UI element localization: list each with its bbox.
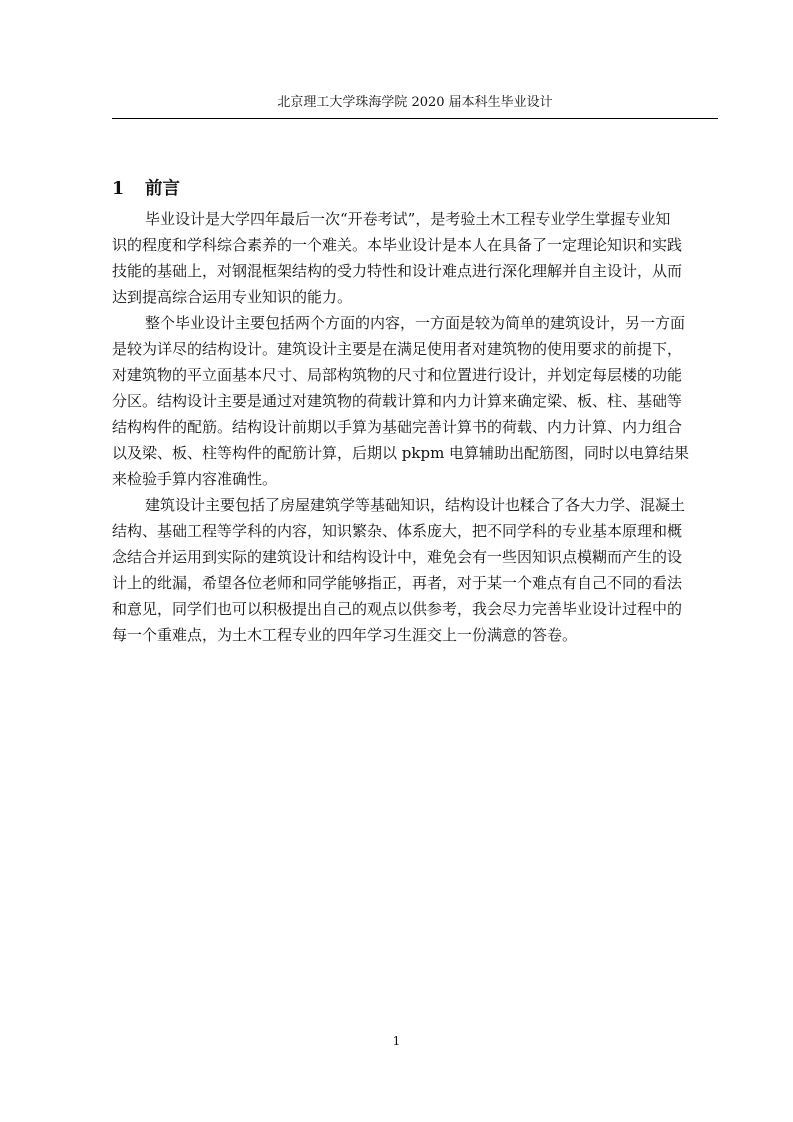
body-text [112,206,718,648]
section-heading [112,176,180,202]
paragraph [112,206,718,310]
paragraph-line: 达到提高综合运用专业知识的能力。 [112,288,353,306]
paragraph-line: 结构、基础工程等学科的内容，知识繁杂、体系庞大，把不同学科的专业基本原理和概 [112,522,683,540]
paragraph [112,310,718,492]
page-header: 北京理工大学珠海学院 2020 届本科生毕业设计 [277,95,553,110]
paragraph-line: 是较为详尽的结构设计。建筑设计主要是在满足使用者对建筑物的使用要求的前提下， [112,340,683,358]
paragraph-line: 对建筑物的平立面基本尺寸、局部构筑物的尺寸和位置进行设计，并划定每层楼的功能 [112,366,683,384]
paragraph-line: 整个毕业设计主要包括两个方面的内容，一方面是较为简单的建筑设计，另一方面 [145,314,686,332]
section-title: 前言 [145,179,180,199]
paragraph-line: 以及梁、板、柱等构件的配筋计算，后期以 pkpm 电算辅助出配筋图，同时以电算结果 [112,444,690,462]
page-number: 1 [392,1034,401,1048]
paragraph-line: 和意见，同学们也可以积极提出自己的观点以供参考，我会尽力完善毕业设计过程中的 [112,600,683,618]
paragraph-line: 毕业设计是大学四年最后一次“开卷考试”，是考验土木工程专业学生掌握专业知 [145,210,671,228]
section-number: 1 [112,179,125,199]
paragraph-line: 来检验手算内容准确性。 [112,470,278,488]
paragraph-line: 每一个重难点，为土木工程专业的四年学习生涯交上一份满意的答卷。 [112,626,578,644]
header-rule [112,118,718,119]
paragraph [112,492,718,648]
paragraph-line: 分区。结构设计主要是通过对建筑物的荷载计算和内力计算来确定梁、板、柱、基础等 [112,392,683,410]
paragraph-line: 技能的基础上，对钢混框架结构的受力特性和设计难点进行深化理解并自主设计，从而 [112,262,683,280]
paragraph-line: 结构构件的配筋。结构设计前期以手算为基础完善计算书的荷载、内力计算、内力组合 [112,418,683,436]
paragraph-line: 识的程度和学科综合素养的一个难关。本毕业设计是本人在具备了一定理论知识和实践 [112,236,683,254]
paragraph-line: 念结合并运用到实际的建筑设计和结构设计中，难免会有一些因知识点模糊而产生的设 [112,548,683,566]
paragraph-line: 建筑设计主要包括了房屋建筑学等基础知识，结构设计也糅合了各大力学、混凝土 [145,496,686,514]
paragraph-line: 计上的纰漏，希望各位老师和同学能够指正，再者，对于某一个难点有自己不同的看法 [112,574,683,592]
